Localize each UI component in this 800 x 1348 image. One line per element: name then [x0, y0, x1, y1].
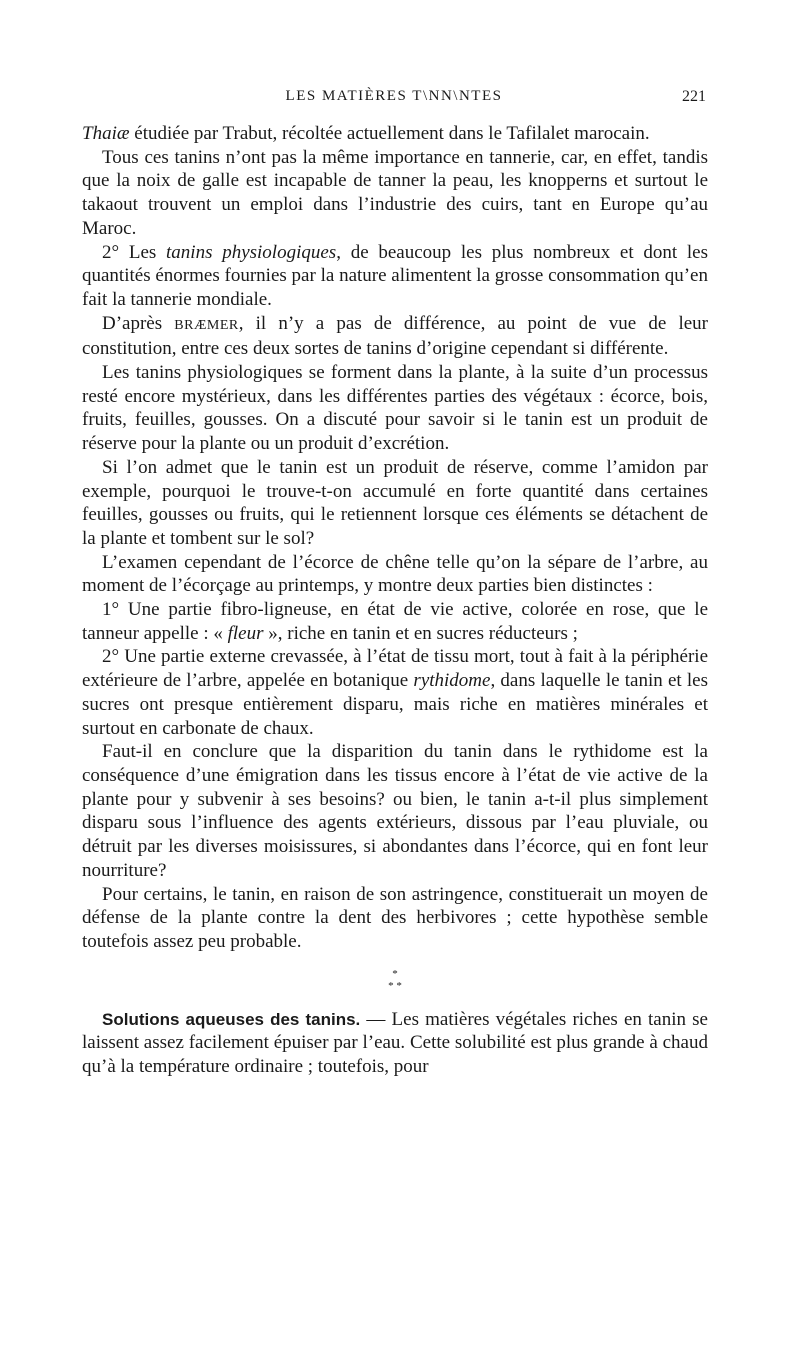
separator-star-top: *: [392, 967, 398, 980]
author-name: BRÆMER: [174, 317, 239, 333]
paragraph-5: Les tanins physiologiques se forment dans la plante, à la suite d’un processus resté encore mystérieux, dans les différentes parties des végétaux : écorce, bois, fruits, feuilles, gousses. On a discuté pour savoir si le tanin est un produit de réserve pour la plante ou un produit d’excrétion.: [82, 362, 708, 455]
section-title: Solutions aqueuses des tanins.: [102, 1009, 361, 1029]
paragraph-8: 1° Une partie fibro-ligneuse, en état de vie active, colorée en rose, que le tanneur appelle : « fleur », riche en tanin et en sucres réducteurs ;: [82, 599, 708, 644]
paragraph-6: Si l’on admet que le tanin est un produit de réserve, comme l’amidon par exemple, pourquoi le trouve-t-on accumulé en forte quantité dans certaines feuilles, gousses ou fruits, qui le retiennent lorsque ces éléments se détachent de la plante et tombent sur le sol?: [82, 456, 708, 549]
separator-stars-bottom: * *: [388, 979, 402, 992]
section-paragraph: Solutions aqueuses des tanins. — Les matières végétales riches en tanin se laissent assez facilement épuiser par l’eau. Cette solubilité est plus grande à chaud qu’à la température ordinaire ; toutefois, pour: [82, 1008, 708, 1078]
paragraph-2: Tous ces tanins n’ont pas la même importance en tannerie, car, en effet, tandis que la noix de galle est incapable de tanner la peau, les knopperns et surtout le takaout trouvent un emploi dans l’industrie des cuirs, tant en Europe qu’au Maroc.: [82, 146, 708, 239]
section-separator: [82, 968, 708, 992]
paragraph-10: Faut-il en conclure que la disparition du tanin dans le rythidome est la conséquence d’une émigration dans les tissus encore à l’état de vie active de la plante pour y subvenir à ses besoins? ou bien, le tanin a-t-il plus simplement disparu sous l’influence des agents extérieurs, dissous par l’eau pluviale, ou détruit par les diverses moisissures, si abondantes dans l’écorce, qui en font leur nourriture?: [82, 741, 708, 881]
term-italic: rythidome: [413, 670, 491, 692]
body-text: [82, 122, 708, 1079]
paragraph-11: Pour certains, le tanin, en raison de son astringence, constituerait un moyen de défense de la plante contre la dent des herbivores ; cette hypothèse semble toutefois assez peu probable.: [82, 883, 708, 952]
paragraph-1: Thaiæ étudiée par Trabut, récoltée actuellement dans le Tafilalet marocain.: [82, 123, 650, 144]
plant-name: Thaiæ: [82, 123, 130, 144]
term-italic: fleur: [227, 622, 264, 644]
paragraph-4: D’après BRÆMER, il n’y a pas de différence, au point de vue de leur constitution, entre ces deux sortes de tanins d’origine cependant si différente.: [82, 312, 708, 360]
paragraph-7: L’examen cependant de l’écorce de chêne telle qu’on la sépare de l’arbre, au moment de l’écorçage au printemps, y montre deux parties bien distinctes :: [82, 551, 708, 597]
paragraph-9: 2° Une partie externe crevassée, à l’état de tissu mort, tout à fait à la périphérie extérieure de l’arbre, appelée en botanique rythidome, dans laquelle le tanin et les sucres ont presque entièrement disparu, mais riche en matières minérales et surtout en carbonate de chaux.: [82, 646, 708, 739]
page-header: [82, 88, 706, 112]
running-title: LES MATIÈRES T\NN\NTES: [285, 88, 503, 104]
page-number: 221: [682, 88, 706, 105]
term-italic: tanins physiologiques: [166, 241, 337, 263]
paragraph-3: 2° Les tanins physiologiques, de beaucoup les plus nombreux et dont les quantités énormes fournies par la nature alimentent la grosse consommation qu’en fait la tannerie mondiale.: [82, 241, 708, 310]
